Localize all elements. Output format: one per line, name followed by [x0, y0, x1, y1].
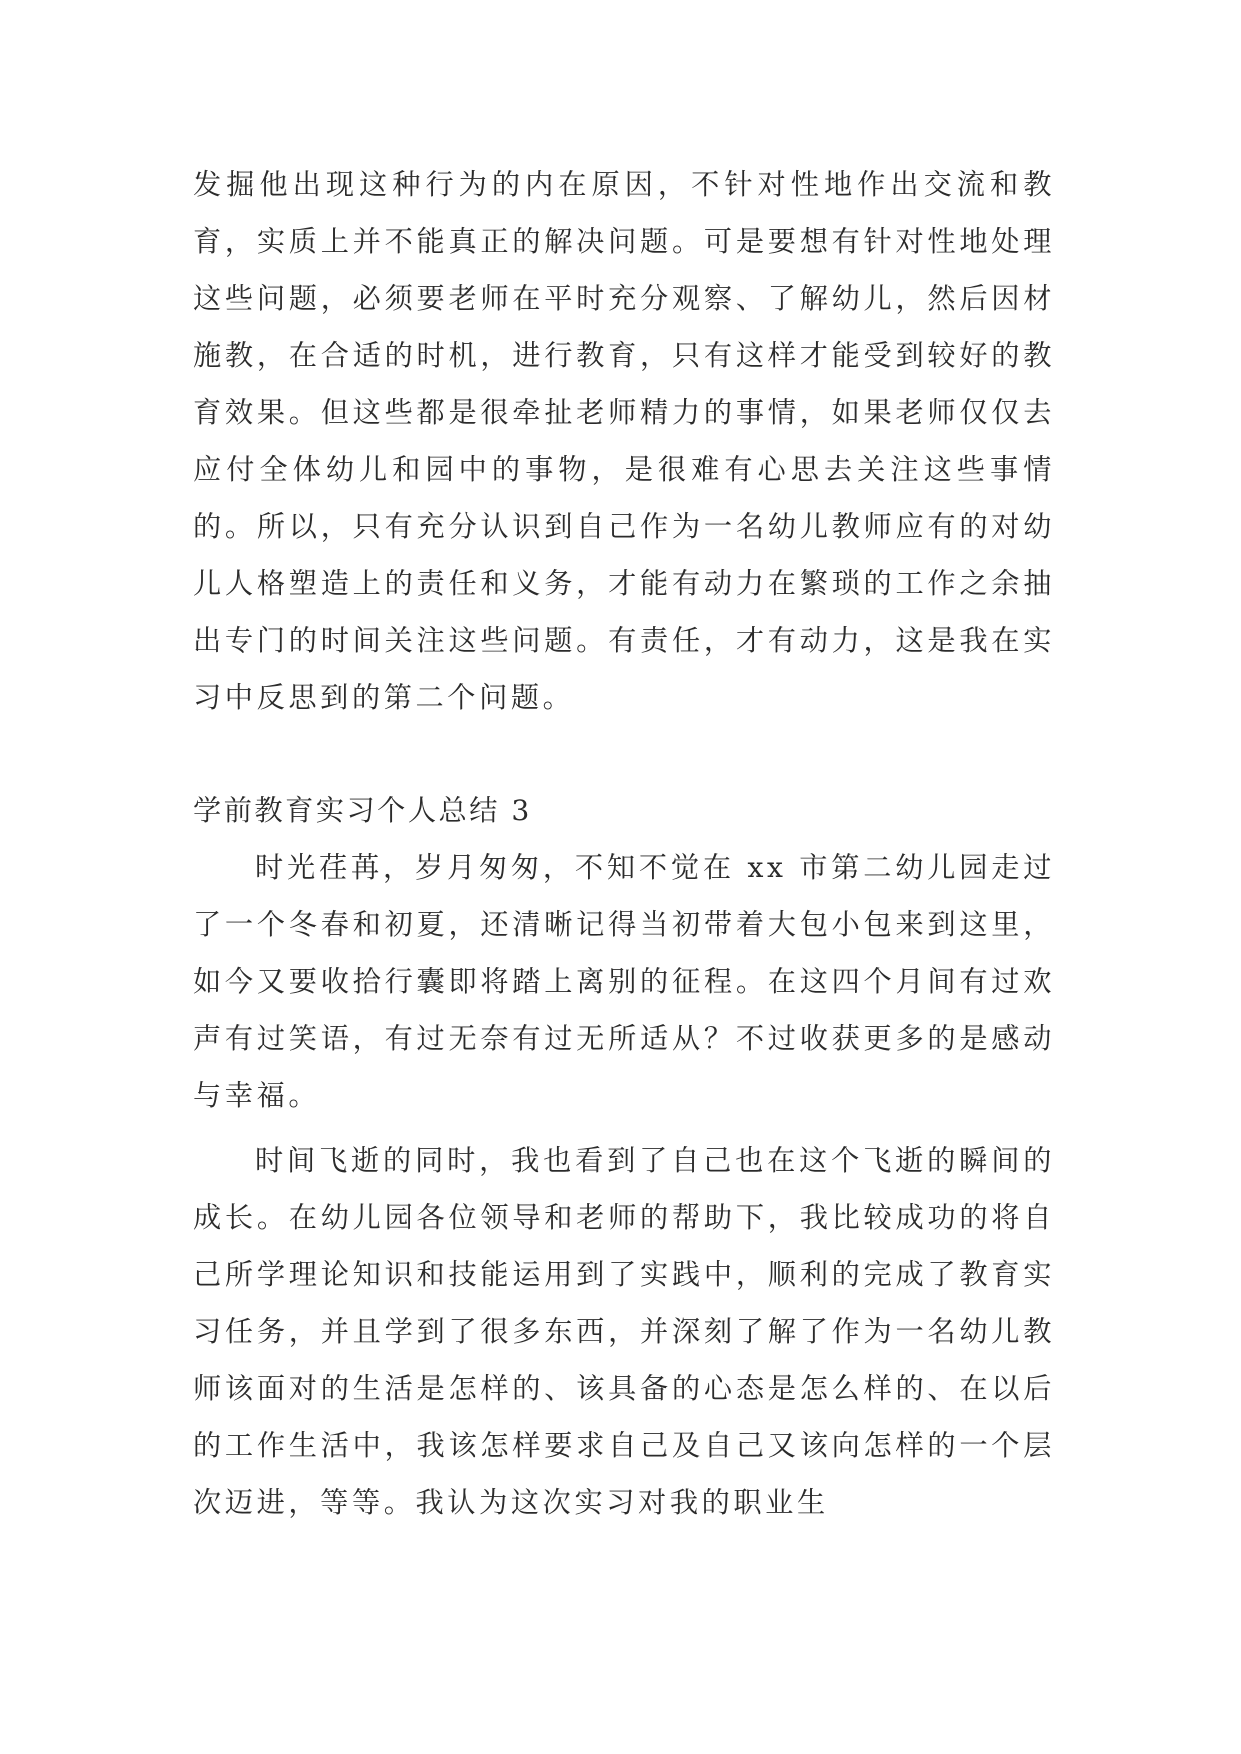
body-paragraph-1: 时光荏苒，岁月匆匆，不知不觉在 xx 市第二幼儿园走过了一个冬春和初夏，还清晰记得当初带着大包小包来到这里，如今又要收拾行囊即将踏上离别的征程。在这四个月间有过欢声有过笑语，有过无奈有过无所适从？不过收获更多的是感动与幸福。 — [193, 851, 1055, 1112]
continuation-paragraph: 发掘他出现这种行为的内在原因，不针对性地作出交流和教育，实质上并不能真正的解决问题。可是要想有针对性地处理这些问题，必须要老师在平时充分观察、了解幼儿，然后因材施教，在合适的时机，进行教育，只有这样才能受到较好的教育效果。但这些都是很牵扯老师精力的事情，如果老师仅仅去应付全体幼儿和园中的事物，是很难有心思去关注这些事情的。所以，只有充分认识到自己作为一名幼儿教师应有的对幼儿人格塑造上的责任和义务，才能有动力在繁琐的工作之余抽出专门的时间关注这些问题。有责任，才有动力，这是我在实习中反思到的第二个问题。 — [193, 168, 1055, 714]
document-page — [193, 156, 1055, 1531]
body-paragraph-2: 时间飞逝的同时，我也看到了自己也在这个飞逝的瞬间的成长。在幼儿园各位领导和老师的帮助下，我比较成功的将自己所学理论知识和技能运用到了实践中，顺利的完成了教育实习任务，并且学到了很多东西，并深刻了解了作为一名幼儿教师该面对的生活是怎样的、该具备的心态是怎么样的、在以后的工作生活中，我该怎样要求自己及自己又该向怎样的一个层次迈进，等等。我认为这次实习对我的职业生 — [193, 1144, 1055, 1519]
section-title: 学前教育实习个人总结 3 — [193, 794, 532, 827]
section-spacer — [193, 726, 1055, 782]
paragraph-spacer — [193, 1124, 1055, 1132]
